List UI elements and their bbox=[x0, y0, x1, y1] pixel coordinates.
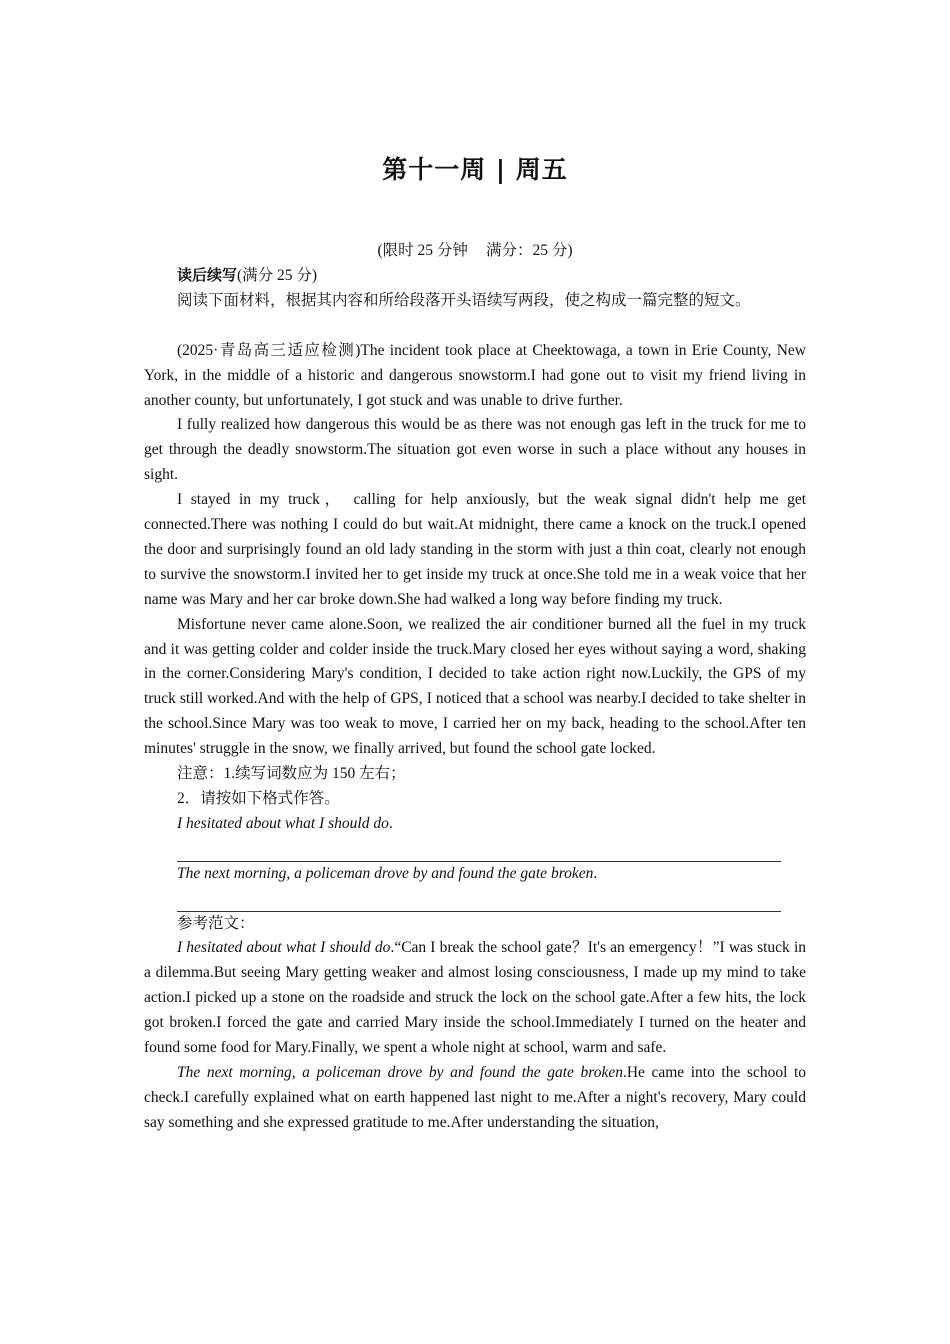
full-score: 满分：25 分) bbox=[485, 242, 573, 259]
section-heading-title: 读后续写 bbox=[177, 266, 238, 284]
page-title: 第十一周 | 周五 bbox=[382, 155, 568, 184]
passage-paragraph-1: (2025·青岛高三适应检测)The incident took place at Cheektowaga, a town in Erie County, New York, in the middle of a historic and dangerous snowstorm.I had gone out to visit my friend living in another county, but unfortunately, I got stuck and was unable to drive further. bbox=[144, 341, 806, 409]
passage-paragraph-4: Misfortune never came alone.Soon, we realized the air conditioner burned all the fuel in my truck and it was getting colder and colder inside the truck.Mary closed her eyes without saying a word, shaking in the corner.Considering Mary's condition, I decided to take action right now.Luckily, the GPS of my truck still worked.And with the help of GPS, I noticed that a school was nearby.I decided to take shelter in the school.Since Mary was too weak to move, I carried her on my back, heading to the school.After ten minutes' struggle in the snow, we finally arrived, but found the school gate locked. bbox=[144, 615, 806, 758]
section-heading bbox=[144, 263, 806, 289]
opening-sentence-2-text: The next morning, a policeman drove by and found the gate broken bbox=[177, 864, 594, 882]
exam-meta bbox=[144, 239, 806, 263]
section-instruction: 阅读下面材料，根据其内容和所给段落开头语续写两段，使之构成一篇完整的短文。 bbox=[177, 291, 751, 309]
answer-paragraph-1-opening: I hesitated about what I should do bbox=[177, 939, 391, 957]
answer-paragraph-2 bbox=[144, 1061, 806, 1136]
answer-label: 参考范文： bbox=[177, 914, 255, 932]
section-heading-score: (满分 25 分) bbox=[237, 267, 318, 284]
opening-sentence-2: The next morning, a policeman drove by and found the gate broken. bbox=[177, 864, 598, 882]
note-2: 2．请按如下格式作答。 bbox=[177, 790, 340, 808]
answer-paragraph-1-text: .“Can I break the school gate？It's an emergency！”I was stuck in a dilemma.But seeing Mary getting weaker and almost losing consciousness, I made up my mind to take action.I picked up a stone on the roadside and struck the lock on the school gate.After a few hits, the lock got broken.I forced the gate and carried Mary inside the school.Immediately I turned on the heater and found some food for Mary.Finally, we spent a whole night at school, warm and safe. bbox=[144, 939, 807, 1057]
opening-sentence-1: I hesitated about what I should do. bbox=[177, 814, 393, 832]
passage-paragraph-2: I fully realized how dangerous this would be as there was not enough gas left in the truck for me to get through the deadly snowstorm.The situation got even worse in such a place without any houses in sight. bbox=[144, 416, 806, 484]
answer-paragraph-1 bbox=[144, 936, 806, 1061]
note-1: 注意：1.续写词数应为 150 左右； bbox=[177, 765, 406, 783]
answer-paragraph-2-opening: The next morning, a policeman drove by and found the gate broken bbox=[177, 1063, 623, 1081]
answer-line-1 bbox=[177, 837, 781, 862]
document-body bbox=[144, 263, 806, 1136]
opening-sentence-1-text: I hesitated about what I should do bbox=[177, 814, 389, 832]
spacer bbox=[144, 314, 806, 339]
time-limit: (限时 25 分钟 bbox=[377, 242, 468, 259]
answer-paragraph-2-text: .He came into the school to check.I carefully explained what on earth happened last night to me.After a night's recovery, Mary could say something and she expressed gratitude to me.After understanding the situation, bbox=[144, 1063, 806, 1131]
answer-line-2 bbox=[177, 887, 781, 912]
passage-paragraph-3: I stayed in my truck， calling for help anxiously, but the weak signal didn't help me get connected.There was nothing I could do but wait.At midnight, there came a knock on the truck.I opened the door and surprisingly found an old lady standing in the storm with just a thin coat, clearly not enough to survive the snowstorm.I invited her to get inside my truck at once.She told me in a weak voice that her name was Mary and her car broke down.She had walked a long way before finding my truck. bbox=[144, 491, 806, 608]
